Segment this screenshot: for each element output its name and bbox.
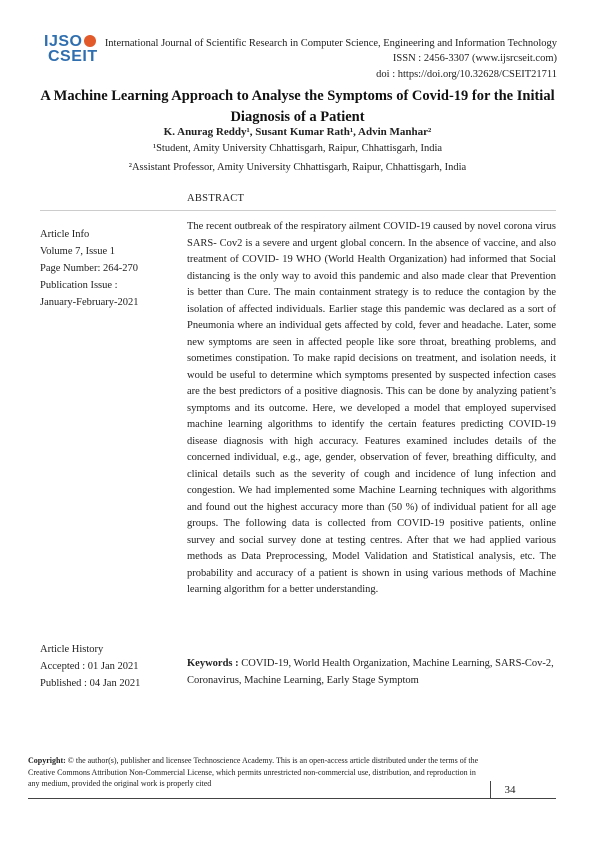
footer-rule [28, 798, 556, 799]
divider [40, 210, 556, 211]
issn: ISSN : 2456-3307 (www.ijsrcseit.com) [392, 53, 557, 64]
doi-link[interactable]: doi : https://doi.org/10.32628/CSEIT21711 [376, 69, 557, 80]
paper-title: A Machine Learning Approach to Analyse the Symptoms of Covid-19 for the Initial Diagnosis of a Patient [40, 88, 555, 125]
journal-logo [44, 33, 104, 67]
article-info [40, 226, 170, 311]
published-date: Published : 04 Jan 2021 [40, 678, 141, 689]
keywords-label: Keywords : [187, 658, 239, 669]
accepted-date: Accepted : 01 Jan 2021 [40, 661, 139, 672]
abstract-heading: ABSTRACT [187, 193, 245, 204]
volume-issue: Volume 7, Issue 1 [40, 246, 116, 257]
keywords-text: COVID-19, World Health Organization, Machine Learning, SARS-Cov-2, Coronavirus, Machine Learning, Early Stage Symptom [187, 658, 554, 686]
page-number: 34 [504, 784, 516, 796]
publication-issue: January-February-2021 [40, 297, 139, 308]
article-info-heading: Article Info [40, 229, 90, 240]
keywords [187, 656, 556, 689]
publication-issue-label: Publication Issue : [40, 280, 118, 291]
journal-name: International Journal of Scientific Research in Computer Science, Engineering and Information Technology [104, 38, 557, 49]
logo-dot [84, 35, 96, 47]
article-history-heading: Article History [40, 644, 104, 655]
abstract-text: The recent outbreak of the respiratory ailment COVID-19 caused by novel corona virus SARS- Cov2 is a severe and urgent global concern. In the absence of vaccine, and also treatment of COVID- 19 WHO (World Health Organization) had informed that Social distancing is the only way to avoid this pandemic and also made clear that Prevention is better than Cure. The main containment strategy is to reduce the contagion by the isolation of affected individuals. Earlier stage this pandemic was declared as a sort of Pneumonia where an individual gets affected by cold, fever and headache. Later, some new symptoms are seen in affected people like sore throat, breathing problems, and sometimes constipation. To make rapid decisions on treatment, and isolation needs, it would be useful to determine which symptoms presented by suspected infection cases are the best predictors of a positive diagnosis. This can be done by analyzing patient’s symptoms and its outcome. Here, we developed a model that employed supervised machine learning algorithms to identify the certain features predicting COVID-19 disease diagnosis with high accuracy. Features examined includes details of the concerned individual, e.g., age, gender, observation of fever, breathing difficulty, and clinical details such as the severity of cough and incidence of lung infection and congestion. We had implemented some Machine Learning techniques with algorithms and found out the highest accuracy more than (50 %) of individual patient for all age groups. The following data is collected from COVID-19 positive patients, online survey and social survey done at testing centres. After that we had applied various methods as Data Preprocessing, Model Validation and Statistical analysis, etc. The probability and accuracy of a patient is shown in using various methods of Machine learning algorithm for a better understanding. [187, 221, 556, 595]
copyright-notice [28, 755, 488, 790]
logo-text-top: IJSO [44, 33, 83, 50]
affiliation-2: ²Assistant Professor, Amity University Chhattisgarh, Raipur, Chhattisgarh, India [128, 162, 467, 173]
author-list: K. Anurag Reddy¹, Susant Kumar Rath¹, Advin Manhar² [163, 126, 432, 138]
logo-text-bottom: CSEIT [48, 48, 98, 65]
article-history [40, 641, 170, 692]
affiliation-1: ¹Student, Amity University Chhattisgarh, Raipur, Chhattisgarh, India [152, 143, 443, 154]
page-numbers: Page Number: 264-270 [40, 263, 138, 274]
copyright-text: © the author(s), publisher and licensee Technoscience Academy. This is an open-access article distributed under the terms of the Creative Commons Attribution Non-Commercial License, which permits unrestricted non-commercial use, distribution, and reproduction in any medium, provided the original work is properly cited [28, 756, 479, 788]
copyright-label: Copyright: [28, 756, 66, 765]
